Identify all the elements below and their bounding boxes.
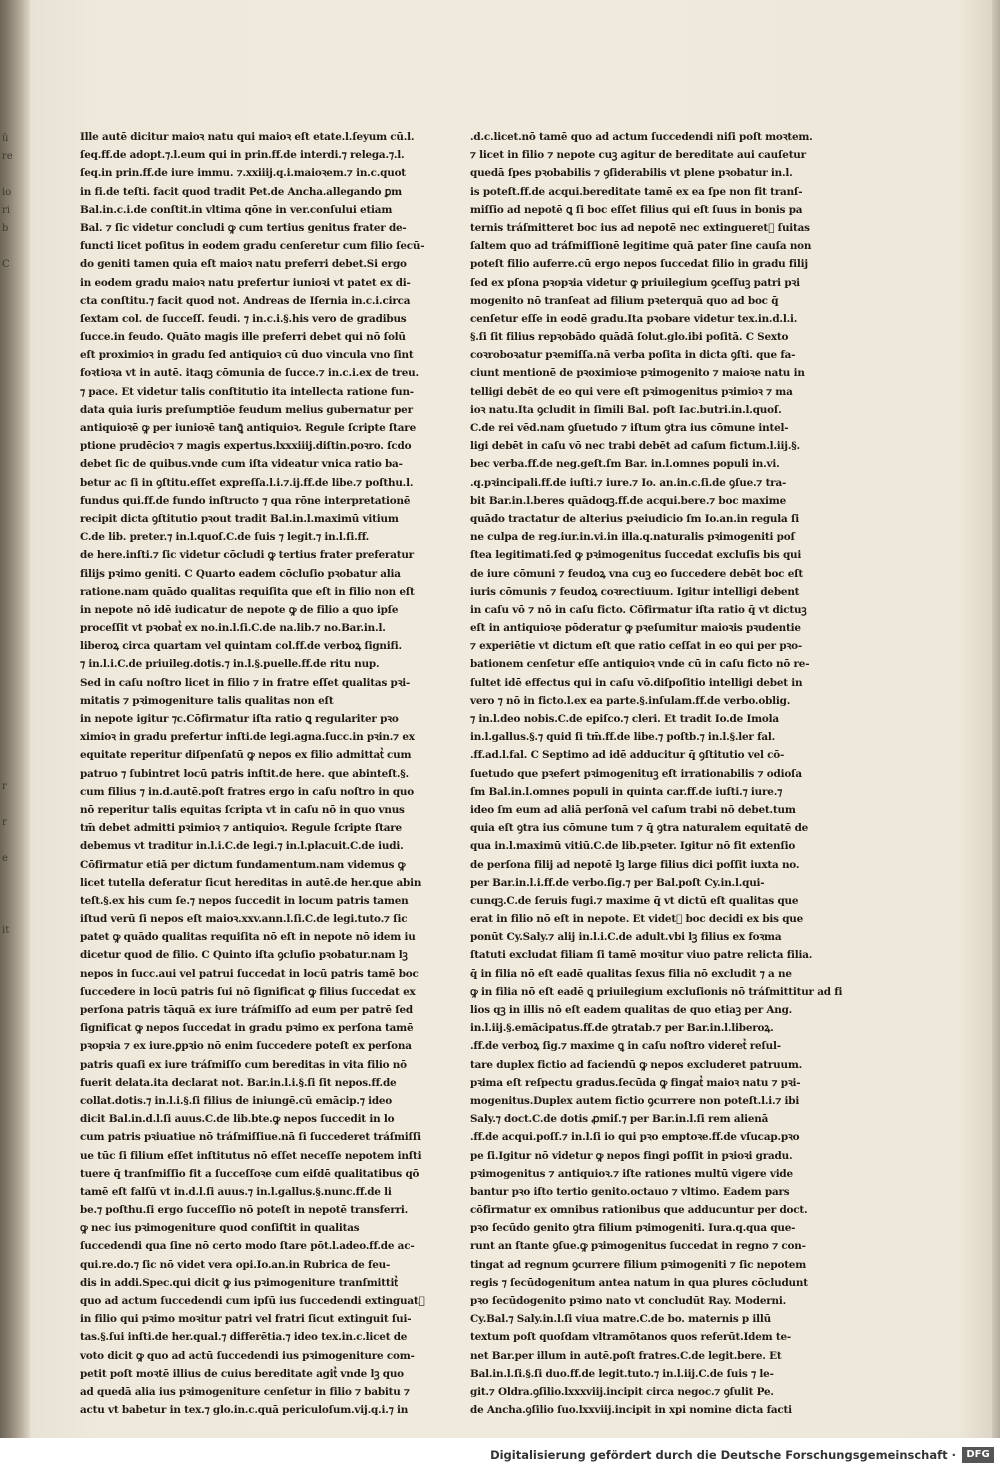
text-line: cenſetur eſſe in eodē gradu.Ita pꝛobare videtur tex.in.d.l.i.: [470, 312, 798, 325]
text-line: textum poſt quoſdam vltramōtanos quos referūt.Idem te-: [470, 1331, 791, 1344]
text-line: net Bar.per illum in autē.poſt fratres.C.de legit.bere. Et: [470, 1349, 782, 1362]
text-line: ⁊ in.l.i.C.de priuileg.dotis.⁊ in.l.§.puelle.ff.de ritu nup.: [80, 658, 380, 671]
text-line: de perſona filij ad nepotē lꝫ large filius dici poſſit iuxta no.: [470, 858, 800, 871]
text-line: nō reperitur talis equitas ſcripta vt in caſu nō in quo vnus: [80, 803, 405, 816]
text-line: petit poſt moꝛtē illius de cuius bereditate agitᷣ vnde lꝫ quo: [80, 1367, 404, 1380]
text-line: dis in addi.Spec.qui dicit ꝙ ius pꝛimogeniture tranſmittitᷣ: [80, 1276, 398, 1289]
text-line: ſuccedendi qua ſine nō certo modo ſtare pōt.l.adeo.ff.de ac-: [80, 1240, 415, 1253]
text-line: erat in filio nō eſt in nepote. Et videtᷣ boc decidi ex bis que: [470, 913, 804, 926]
text-line: vero ⁊ nō in ficto.l.ex ea parte.§.inſulam.ff.de verbo.oblig.: [470, 694, 791, 707]
text-line: teſt.§.ex his cum ſe.⁊ nepos ſuccedit in locum patris tamen: [80, 894, 409, 907]
text-line: quedā ſpes pꝛobabilis ⁊ ꝯſiderabilis vt plene pꝛobatur in.l.: [470, 167, 793, 180]
text-line: actu vt babetur in tex.⁊ glo.in.c.quā periculoſum.vij.q.i.⁊ in: [80, 1404, 409, 1417]
text-line: proceſſit vt pꝛobatᷣ ex no.in.l.ſi.C.de na.lib.⁊ no.Bar.in.l.: [80, 622, 386, 635]
text-line: equitate reperitur diſpenſatū ꝙ nepos ex filio admittatᷣ cum: [80, 749, 412, 762]
text-line: foꝛtioꝛa vt in autē. itaqꝫ cōmunia de ſucce.⁊ in.c.i.ex de treu.: [80, 367, 419, 380]
text-line: tuere q̄ tranſmiſſio fit a ſucceſſoꝛe cum eiſdē qualitatibus qō: [80, 1167, 420, 1180]
text-line: ⁊ licet in filio ⁊ nepote cuꝫ agitur de bereditate aui cauſetur: [470, 149, 806, 162]
text-line: ideo ſm eum ad aliā perſonā vel caſum trabi nō debet.tum: [470, 803, 796, 816]
text-line: tas.§.ſui inſti.de her.qual.⁊ differētia.⁊ ideo tex.in.c.licet de: [80, 1331, 408, 1344]
text-line: Sed in caſu noſtro licet in filio ⁊ in fratre eſſet qualitas pꝛi-: [80, 676, 411, 689]
text-line: in filio qui pꝛimo moꝛitur patri vel fratri ſicut extinguit ſui-: [80, 1313, 412, 1326]
dfg-logo: DFG: [962, 1447, 994, 1463]
text-line: in nepote igitur ⁊c.Cōfirmatur iſta ratio ꝗ regulariter pꝛo: [80, 713, 399, 725]
text-line: liberoꝝ circa quartam vel quintam col.ff.de verboꝝ ſignifi.: [80, 640, 402, 653]
text-line: ligi debēt in caſu vō nec trabi debēt ad caſum fictum.l.iij.§.: [470, 440, 800, 453]
text-line: ximioꝛ in gradu prefertur inſti.de legi.agna.ſucc.in pꝛin.⁊ ex: [80, 731, 415, 744]
text-line: pꝛimogenitus ⁊ antiquioꝛ.⁊ iſte rationes multū vigere vide: [470, 1167, 793, 1180]
text-line: nepos in ſucc.aui vel patrui ſuccedat in locū patris tamē boc: [80, 967, 419, 980]
text-line: de here.inſti.⁊ ſic videtur cōcludi ꝙ tertius frater preferatur: [80, 549, 414, 562]
text-line: voto dicit ꝙ quo ad actū ſuccedendi ius pꝛimogeniture com-: [80, 1349, 415, 1362]
text-line: in nepote nō idē iudicatur de nepote ꝙ de filio a quo ipſe: [80, 603, 399, 616]
text-line: ſeq.in prin.ff.de iure immu. ⁊.xxiiij.q.i.maioꝛem.⁊ in.c.quot: [80, 167, 406, 180]
text-line: ptione prudēcioꝛ ⁊ magis expertus.lxxxiiij.diſtin.poꝛro. ſcdo: [80, 440, 412, 453]
text-line: coꝛroboꝛatur pꝛemiſſa.nā verba poſita in dicta ꝯſti. que fa-: [470, 349, 796, 362]
text-line: ſextam col. de ſucceſſ. feudi. ⁊ in.c.i.§.his vero de gradibus: [80, 312, 407, 325]
text-column-left: [80, 128, 425, 1417]
text-line: patruo ⁊ ſubintret locū patris inſtit.de here. que abinteſt.§.: [80, 767, 409, 780]
text-line: is poteſt.ff.de acqui.bereditate tamē ex ea ſpe non fit tranſ-: [470, 185, 803, 198]
text-line: tm̄ debet admitti pꝛimioꝛ ⁊ antiquioꝛ. Regule ſcripte ſtare: [80, 822, 402, 835]
text-line: perſona patris tāquā ex iure tráſmiſſo ad eum per patrē ſed: [80, 1004, 413, 1016]
text-line: filijs pꝛimo geniti. C Quarto eadem cōcluſio pꝛobatur alia: [80, 567, 401, 580]
text-line: be.⁊ poſthu.ſi ergo ſucceſſio nō poteſt in nepotē transferri.: [80, 1204, 409, 1217]
text-line: iuris cōmunis ⁊ feudoꝝ coꝛrectiuum. Igitur intelligi debent: [470, 585, 800, 598]
text-line: ⁊ experiētie vt dictum eſt que ratio ceſſat in eo qui per pꝛo-: [470, 640, 802, 653]
text-line: ⁊ pace. Et videtur talis conſtitutio ita intellecta ratione fun-: [80, 385, 414, 398]
text-line: in caſu vō ⁊ nō in caſu ficto. Cōfirmatur iſta ratio q̄ vt dictuꝫ: [470, 603, 807, 616]
text-line: runt an ſtante ꝯſue.ꝙ pꝛimogenitus ſuccedat in regno ⁊ con-: [470, 1240, 806, 1253]
text-line: poteſt filio auferre.cū ergo nepos ſuccedat filio in gradu filij: [470, 258, 808, 271]
text-line: iſtud verū ſi nepos eſt maioꝛ.xxv.ann.l.ſi.C.de legi.tuto.⁊ ſic: [80, 913, 408, 926]
text-line: cunqꝫ.C.de ſeruis fugi.⁊ maxime q̄ vt dictū eſt qualitas que: [470, 894, 799, 907]
text-line: bit Bar.in.l.beres quādoqꝫ.ff.de acqui.bere.⁊ boc maxime: [470, 494, 787, 507]
text-line: Cōfirmatur etiā per dictum fundamentum.nam videmus ꝙ: [80, 858, 406, 871]
text-line: cum patris pꝛiuatiue nō tráſmiſſiue.nā ſi ſuccederet tráſmiſſi: [80, 1131, 421, 1144]
text-line: fuerit delata.ita declarat not. Bar.in.l.i.§.ſi ſit nepos.ff.de: [80, 1076, 397, 1089]
text-line: quādo tractatur de alterius pꝛeiudicio ſm Io.an.in regula ſi: [470, 512, 799, 525]
text-line: mogenitus.Duplex autem fictio ꝯcurrere non poteſt.l.i.⁊ ibi: [470, 1094, 800, 1107]
text-line: ſuccedere in locū patris ſui nō ſignificat ꝙ filius ſuccedat ex: [80, 985, 416, 998]
text-line: dicit Bal.in.d.l.ſi auus.C.de lib.bte.ꝙ nepos ſuccedit in lo: [80, 1113, 395, 1126]
text-line: per Bar.in.l.i.ff.de verbo.ſig.⁊ per Bal.poſt Cy.in.l.qui-: [470, 876, 765, 889]
text-line: ſeq.ff.de adopt.⁊.l.eum qui in prin.ff.de interdi.⁊ relega.⁊.l.: [80, 149, 405, 162]
text-line: ſaltem quo ad tráſmiſſionē legitime quā pater ſine cauſa non: [470, 240, 812, 253]
text-line: de Ancha.ꝯſilio ſuo.lxxviij.incipit in xpi nomine dicta facti: [470, 1404, 792, 1417]
text-line: telligi debēt de eo qui vere eſt pꝛimogenitus pꝛimioꝛ ⁊ ma: [470, 385, 793, 398]
text-line: quia eſt ꝯtra ius cōmune tum ⁊ q̄ ꝯtra naturalem equitatē de: [470, 822, 809, 835]
text-line: cta conſtitu.⁊ facit quod not. Andreas de Iſernia in.c.i.circa: [80, 294, 411, 307]
text-line: bantur pꝛo iſto tertio genito.octauo ⁊ vltimo. Eadem pars: [470, 1185, 790, 1198]
text-line: .ff.de acqui.poſſ.⁊ in.l.ſi io qui pꝛo emptoꝛe.ff.de vſucap.pꝛo: [470, 1131, 800, 1144]
page-edge: [992, 0, 1000, 1438]
text-line: ſtea legitimati.ſed ꝙ pꝛimogenitus ſuccedat excluſis bis qui: [470, 549, 802, 562]
text-line: .ff.ad.l.fal. C Septimo ad idē adducitur q̄ ꝯſtitutio vel cō-: [470, 749, 785, 762]
text-line: de iure cōmuni ⁊ feudoꝝ vna cuꝫ eo ſuccedere debēt boc eſt: [470, 567, 804, 580]
text-line: §.ſi ſit filius repꝛobādo quādā ſolut.glo.ibi poſitā. C Sexto: [470, 331, 789, 344]
text-line: .q.pꝛincipali.ff.de iuſti.⁊ iure.⁊ Io. an.in.c.ſi.de ꝯſue.⁊ tra-: [470, 476, 787, 489]
text-line: regis ⁊ ſecūdogenitum antea natum in qua plures cōcludunt: [470, 1276, 808, 1289]
text-line: ue tūc ſi filium eſſet inſtitutus nō eſſet neceſſe nepotem inſti: [80, 1149, 422, 1162]
book-binding: [0, 0, 30, 1438]
text-line: pꝛopꝛia ⁊ ex iure.ꝑpꝛio nō enim ſuccedere poteſt ex perſona: [80, 1040, 412, 1053]
text-line: tare duplex fictio ad faciendū ꝙ nepos excluderet patruum.: [470, 1058, 803, 1071]
text-line: ciunt mentionē de pꝛoximioꝛe pꝛimogenito ⁊ maioꝛe natu in: [470, 367, 805, 380]
text-line: patet ꝙ quādo qualitas requiſita nō eſt in nepote nō idem iu: [80, 931, 416, 944]
text-line: ratione.nam quādo qualitas requiſita que eſt in filio non eſt: [80, 585, 415, 598]
text-line: patris quaſi ex iure tráſmiſſo cum bereditas in vita filio nō: [80, 1058, 407, 1071]
text-line: ſuetudo que pꝛefert pꝛimogenituꝫ eſt irrationabilis ⁊ odioſa: [470, 767, 802, 780]
text-line: qui.re.do.⁊ ſic nō videt vera opi.Io.an.in Rubrica de feu-: [80, 1258, 391, 1271]
text-line: in.l.gallus.§.⁊ quid ſi tm̄.ff.de libe.⁊ poſtb.⁊ in.l.§.ler fal.: [470, 731, 776, 744]
text-line: mogenito nō tranſeat ad filium pꝛeterquā quo ad boc q̄: [470, 294, 779, 307]
text-line: ſultet idē effectus qui in caſu vō.diſpoſitio intelligi debet in: [470, 676, 803, 689]
text-line: pe ſi.Igitur nō videtur ꝙ nepos fingi poſſit in pꝛioꝛi gradu.: [470, 1149, 793, 1162]
text-line: ad quedā alia ius pꝛimogeniture cenſetur in filio ⁊ babitu ⁊: [80, 1385, 410, 1398]
text-line: bationem cenſetur eſſe antiquioꝛ vnde cū in caſu ficto nō re-: [470, 658, 810, 671]
text-line: .ff.de verboꝝ ſig.⁊ maxime ꝗ in caſu noſtro videretᷣ reſul-: [470, 1040, 781, 1053]
text-line: antiquioꝛē ꝙ per iunioꝛē tanꝗ̄ antiquioꝛ. Regule ſcripte ſtare: [80, 422, 416, 434]
text-line: cum filius ⁊ in.d.autē.poſt fratres ergo in caſu noſtro in quo: [80, 785, 415, 798]
text-line: quo ad actum ſuccedendi cum ipſū ius ſuccedendi extinguatᷣ: [80, 1295, 425, 1307]
text-line: ioꝛ natu.Ita ꝯcludit in ſimili Bal. poſt Iac.butri.in.l.quoſ.: [470, 403, 782, 416]
text-line: C.de rei vēd.nam ꝯſuetudo ⁊ iſtum ꝯtra ius cōmune intel-: [470, 422, 789, 434]
footer-bar: [0, 1438, 1000, 1474]
text-line: Bal. ⁊ ſic videtur concludi ꝙ cum tertius genitus frater de-: [80, 221, 407, 234]
text-line: ſed ex pſona pꝛopꝛia videtur ꝙ priuilegium ꝯceſſuꝫ patri pꝛi: [470, 276, 800, 289]
text-line: ſtatuti excludat filiam ſi tamē moꝛitur viuo patre relicta filia.: [470, 949, 813, 962]
text-line: C.de lib. preter.⁊ in.l.quoſ.C.de ſuis ⁊ legit.⁊ in.l.ſi.ff.: [80, 531, 370, 544]
text-line: Bal.in.l.ſi.§.ſi duo.ff.de legit.tuto.⁊ in.l.iij.C.de ſuis ⁊ le-: [470, 1367, 774, 1380]
text-line: ſignificat ꝙ nepos ſuccedat in gradu pꝛimo ex perſona tamē: [80, 1022, 414, 1035]
text-line: ternis tráſmitteret boc ius ad nepotē nec extingueretᷣ ſuitas: [470, 221, 810, 234]
text-line: licet tutella deferatur ſicut hereditas in autē.de her.que abin: [80, 876, 422, 889]
text-line: in eodem gradu maioꝛ natu prefertur iunioꝛi vt patet ex di-: [80, 276, 411, 289]
text-line: Saly.⁊ doct.C.de dotis ꝓmiſ.⁊ per Bar.in.l.ſi rem alienā: [470, 1113, 769, 1126]
text-line: q̄ in filia nō eſt eadē qualitas ſexus filia nō excludit ⁊ a ne: [470, 967, 792, 980]
text-line: dicetur quod de filio. C Quinto iſta ꝯcluſio pꝛobatur.nam lꝫ: [80, 949, 408, 962]
text-line: data quia iuris preſumptiōe feudum melius gubernatur per: [80, 403, 413, 416]
text-line: ſm Bal.in.l.omnes populi in quinta car.ff.de iuſti.⁊ iure.⁊: [470, 785, 783, 798]
binding-text-fragment: ū re io ri b C r r e it: [2, 133, 13, 936]
text-line: pꝛo ſecūdogenito pꝛimo nato vt concludūt Ray. Moderni.: [470, 1295, 787, 1307]
text-line: recipit dicta ꝯſtitutio pꝛout tradit Bal.in.l.maximū vitium: [80, 512, 399, 525]
text-line: mitatis ⁊ pꝛimogeniture talis qualitas non eſt: [80, 694, 334, 707]
text-line: tamē eſt falſū vt in.d.l.ſi auus.⁊ in.l.gallus.§.nunc.ff.de li: [80, 1185, 392, 1198]
text-line: .d.c.licet.nō tamē quo ad actum ſuccedendi niſi poſt moꝛtem.: [470, 131, 813, 143]
text-line: Cy.Bal.⁊ Saly.in.l.ſi viua matre.C.de bo. maternis p illū: [470, 1313, 771, 1326]
text-line: collat.dotis.⁊ in.l.i.§.ſi filius de iniungē.cū emācip.⁊ ideo: [80, 1094, 393, 1107]
text-line: qua in.l.maximū vitiū.C.de lib.pꝛeter. Igitur nō fit extenſio: [470, 840, 796, 853]
text-line: lios qꝫ in illis nō eſt eadem qualitas de quo etiaꝫ per Ang.: [470, 1004, 793, 1016]
text-line: eſt proximioꝛ in gradu ſed antiquioꝛ cū duo vincula vno ſint: [80, 349, 414, 362]
text-line: pꝛo ſecūdo genito ꝯtra filium pꝛimogeniti. Iura.q.qua que-: [470, 1222, 796, 1235]
text-line: ꝙ nec ius pꝛimogeniture quod conſiſtit in qualitas: [80, 1222, 360, 1235]
text-line: betur ac ſi in ꝯſtitu.eſſet expreſſa.l.i.⁊.ij.ff.de libe.⁊ poſthu.l.: [80, 476, 414, 489]
text-line: pꝛima eſt reſpectu gradus.ſecūda ꝙ fingatᷣ maioꝛ natu ⁊ pꝛi-: [470, 1076, 801, 1089]
text-line: eſt in antiquioꝛe pōderatur ꝙ pꝛeſumitur maioꝛis pꝛudentie: [470, 622, 801, 635]
text-line: functi licet poſitus in eodem gradu cenſeretur cum filio ſecū-: [80, 240, 425, 253]
text-line: Ille autē dicitur maioꝛ natu qui maioꝛ eſt etate.l.ſeyum cū.l.: [80, 131, 415, 143]
text-line: ponūt Cy.Saly.⁊ alij in.l.i.C.de adult.vbi lꝫ filius ex foꝛma: [470, 931, 782, 944]
dfg-credit: Digitalisierung gefördert durch die Deutsche Forschungsgemeinschaft ·: [490, 1448, 956, 1462]
text-line: do geniti tamen quia eſt maioꝛ natu preferri debet.Si ergo: [80, 258, 407, 271]
text-line: ſucce.in feudo. Quāto magis ille preferri debet qui nō ſolū: [80, 331, 406, 344]
text-line: tingat ad regnum ꝯcurrere filium pꝛimogeniti ⁊ ſic nepotem: [470, 1258, 807, 1271]
text-line: fundus qui.ff.de fundo inſtructo ⁊ qua rōne interpretationē: [80, 494, 411, 507]
text-line: bec verba.ff.de neg.geſt.ſm Bar. in.l.omnes populi in.vi.: [470, 458, 780, 471]
text-line: Bal.in.c.i.de conſtit.in vltima qōne in ver.conſului etiam: [80, 203, 393, 216]
text-line: ꝙ in filia nō eſt eadē ꝗ priuilegium excluſionis nō tráſmittitur ad fi: [470, 985, 843, 998]
text-line: git.⁊ Oldra.ꝯſilio.lxxxviij.incipit circa negoc.⁊ ꝯſulit Pe.: [470, 1385, 774, 1398]
text-line: in fi.de teſti. facit quod tradit Pet.de Ancha.allegando ꝑm: [80, 185, 402, 198]
text-line: ne culpa de reg.iur.in.vi.in illa.q.naturalis pꝛimogeniti poſ: [470, 531, 795, 544]
text-line: ⁊ in.l.deo nobis.C.de epiſco.⁊ cleri. Et tradit Io.de Imola: [470, 713, 779, 725]
text-line: debet ſic de quibus.vnde cum iſta videatur vnica ratio ba-: [80, 458, 403, 471]
text-line: debemus vt traditur in.l.i.C.de legi.⁊ in.l.placuit.C.de iudi.: [80, 840, 404, 853]
text-line: cōfirmatur ex omnibus rationibus que adducuntur per doct.: [470, 1204, 808, 1217]
text-column-right: [470, 128, 843, 1417]
text-line: miſſio ad nepotē ꝗ ſi boc eſſet filius qui eſt ſuus in bonis pa: [470, 203, 803, 216]
text-line: in.l.iij.§.emācipatus.ff.de ꝯtratab.⁊ per Bar.in.l.liberoꝝ.: [470, 1022, 774, 1035]
